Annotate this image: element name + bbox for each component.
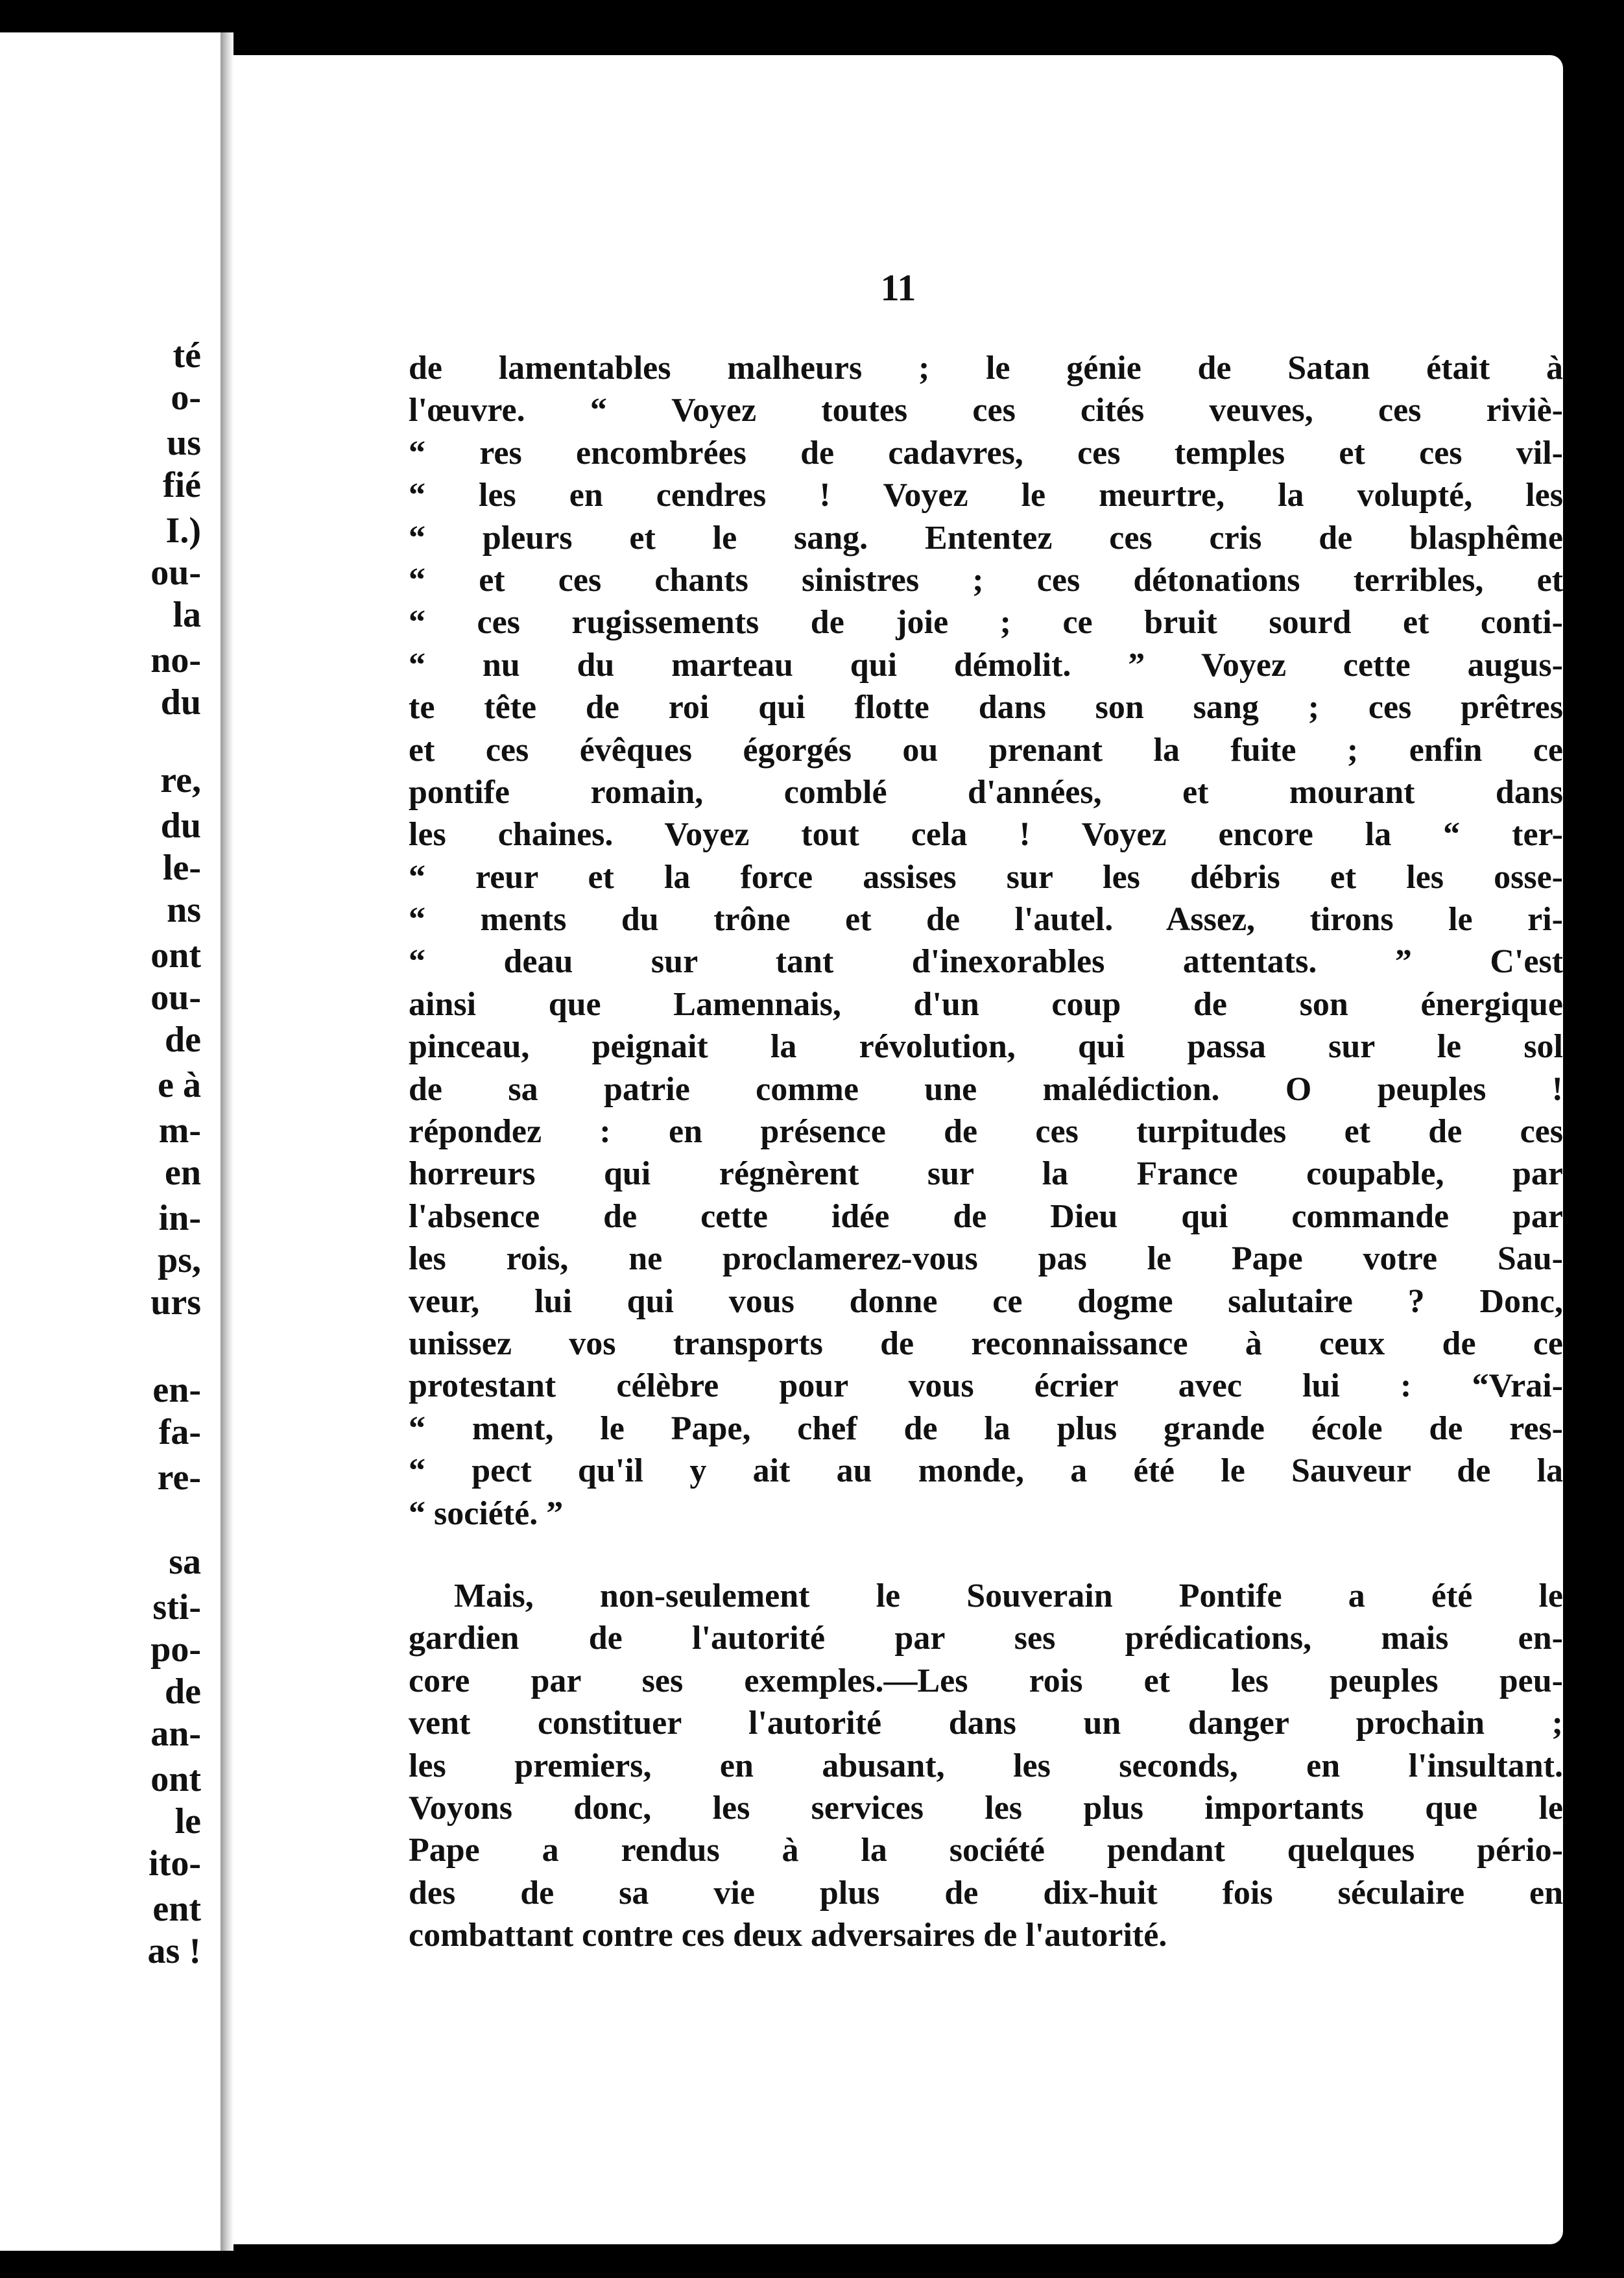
left-page-fragment: en- <box>152 1370 201 1410</box>
text-line: “ pleurs et le sang. Ententez ces cris de blasphême <box>409 519 1563 557</box>
text-line: pinceau, peignait la révolution, qui passa sur le sol <box>409 1028 1563 1066</box>
text-line: Voyons donc, les services les plus importants que le <box>409 1789 1563 1827</box>
left-page-fragment: du <box>160 682 201 723</box>
text-line: horreurs qui régnèrent sur la France coupable, par <box>409 1155 1563 1193</box>
left-page-fragment: la <box>173 595 201 635</box>
text-line: combattant contre ces deux adversaires de l'autorité. <box>409 1917 1167 1954</box>
text-line: de lamentables malheurs ; le génie de Satan était à <box>409 350 1563 387</box>
book-gutter <box>221 32 233 2251</box>
left-page-fragment: de <box>165 1020 201 1060</box>
left-page-fragment: ns <box>167 890 201 930</box>
left-page-fragment: ent <box>152 1889 201 1929</box>
text-line: répondez : en présence de ces turpitudes et de ces <box>409 1113 1563 1151</box>
left-page-fragment: ont <box>150 935 201 976</box>
left-page-fragment: ou- <box>150 553 201 593</box>
text-line: “ ment, le Pape, chef de la plus grande école de res- <box>409 1409 1563 1447</box>
body-text <box>409 347 1563 1956</box>
left-page-fragment: ito- <box>149 1843 201 1884</box>
left-page-fragment: e à <box>158 1065 201 1105</box>
left-page-fragment: té <box>173 335 201 376</box>
text-line: les rois, ne proclamerez-vous pas le Pape votre Sau- <box>409 1240 1563 1278</box>
text-line: “ ments du trône et de l'autel. Assez, tirons le ri- <box>409 901 1563 939</box>
left-page-fragment: an- <box>150 1714 201 1754</box>
left-page-fragment: us <box>167 423 201 463</box>
left-page-fragment: re, <box>160 760 201 800</box>
right-page <box>233 55 1563 2244</box>
left-page-fragment: sa <box>169 1542 201 1582</box>
paragraph <box>409 347 1563 1535</box>
left-page-fragment: o- <box>171 378 201 418</box>
left-page-fragment: m- <box>158 1110 201 1151</box>
left-page-fragment: po- <box>150 1629 201 1670</box>
left-page-fragment: sti- <box>152 1587 201 1627</box>
left-page-fragment: no- <box>150 640 201 680</box>
text-line: et ces évêques égorgés ou prenant la fuite ; enfin ce <box>409 731 1563 769</box>
text-line: “ les en cendres ! Voyez le meurtre, la volupté, les <box>409 477 1563 514</box>
text-line: des de sa vie plus de dix-huit fois séculaire en <box>409 1874 1563 1912</box>
text-line: unissez vos transports de reconnaissance à ceux de ce <box>409 1325 1563 1362</box>
page-number: 11 <box>880 267 916 309</box>
text-line: te tête de roi qui flotte dans son sang ; ces prêtres <box>409 689 1563 726</box>
left-page-fragment: as ! <box>147 1931 201 1971</box>
text-line: “ res encombrées de cadavres, ces temples et ces vil- <box>409 434 1563 472</box>
text-line: “ société. ” <box>409 1494 564 1532</box>
text-line: “ nu du marteau qui démolit. ” Voyez cette augus- <box>409 646 1563 684</box>
left-page-fragment: fié <box>162 465 201 505</box>
text-line: les premiers, en abusant, les seconds, en l'insultant. <box>409 1747 1563 1784</box>
text-line: l'œuvre. “ Voyez toutes ces cités veuves, ces riviè- <box>409 392 1563 429</box>
left-page-fragment: fa- <box>158 1412 201 1452</box>
left-page-fragment: du <box>160 806 201 846</box>
left-page-fragment: de <box>165 1672 201 1712</box>
left-page-fragment: le- <box>162 848 201 888</box>
paragraph <box>409 1575 1563 1957</box>
text-line: les chaines. Voyez tout cela ! Voyez encore la “ ter- <box>409 816 1563 854</box>
text-line: “ et ces chants sinistres ; ces détonations terribles, et <box>409 561 1563 599</box>
text-line: ainsi que Lamennais, d'un coup de son énergique <box>409 985 1563 1023</box>
left-page-fragment: re- <box>157 1457 201 1498</box>
text-line: l'absence de cette idée de Dieu qui commande par <box>409 1197 1563 1235</box>
text-line: “ pect qu'il y ait au monde, a été le Sauveur de la <box>409 1452 1563 1490</box>
text-line: vent constituer l'autorité dans un danger prochain ; <box>409 1705 1563 1742</box>
text-line: Pape a rendus à la société pendant quelques pério- <box>409 1832 1563 1869</box>
left-page-fragment: urs <box>150 1282 201 1323</box>
text-line: protestant célèbre pour vous écrier avec lui : “Vrai- <box>409 1367 1563 1405</box>
left-page-fragment: le <box>174 1801 201 1841</box>
text-line: gardien de l'autorité par ses prédications, mais en- <box>409 1620 1563 1657</box>
left-page-fragment: en <box>165 1153 201 1193</box>
left-page-fragment: ps, <box>158 1240 201 1280</box>
left-facing-page <box>0 32 221 2251</box>
left-page-fragment: I.) <box>165 510 201 551</box>
text-line: veur, lui qui vous donne ce dogme salutaire ? Donc, <box>409 1282 1563 1320</box>
text-line: “ ces rugissements de joie ; ce bruit sourd et conti- <box>409 604 1563 641</box>
text-line: Mais, non-seulement le Souverain Pontife a été le <box>454 1577 1563 1614</box>
text-line: pontife romain, comblé d'années, et mourant dans <box>409 773 1563 811</box>
left-page-fragment: ont <box>150 1759 201 1799</box>
text-line: “ reur et la force assises sur les débris et les osse- <box>409 858 1563 896</box>
left-page-fragment: in- <box>158 1198 201 1238</box>
left-page-fragment: ou- <box>150 977 201 1018</box>
paragraph-gap <box>409 1535 1563 1575</box>
text-line: de sa patrie comme une malédiction. O peuples ! <box>409 1070 1563 1108</box>
text-line: “ deau sur tant d'inexorables attentats. ” C'est <box>409 943 1563 981</box>
text-line: core par ses exemples.—Les rois et les peuples peu- <box>409 1662 1563 1699</box>
